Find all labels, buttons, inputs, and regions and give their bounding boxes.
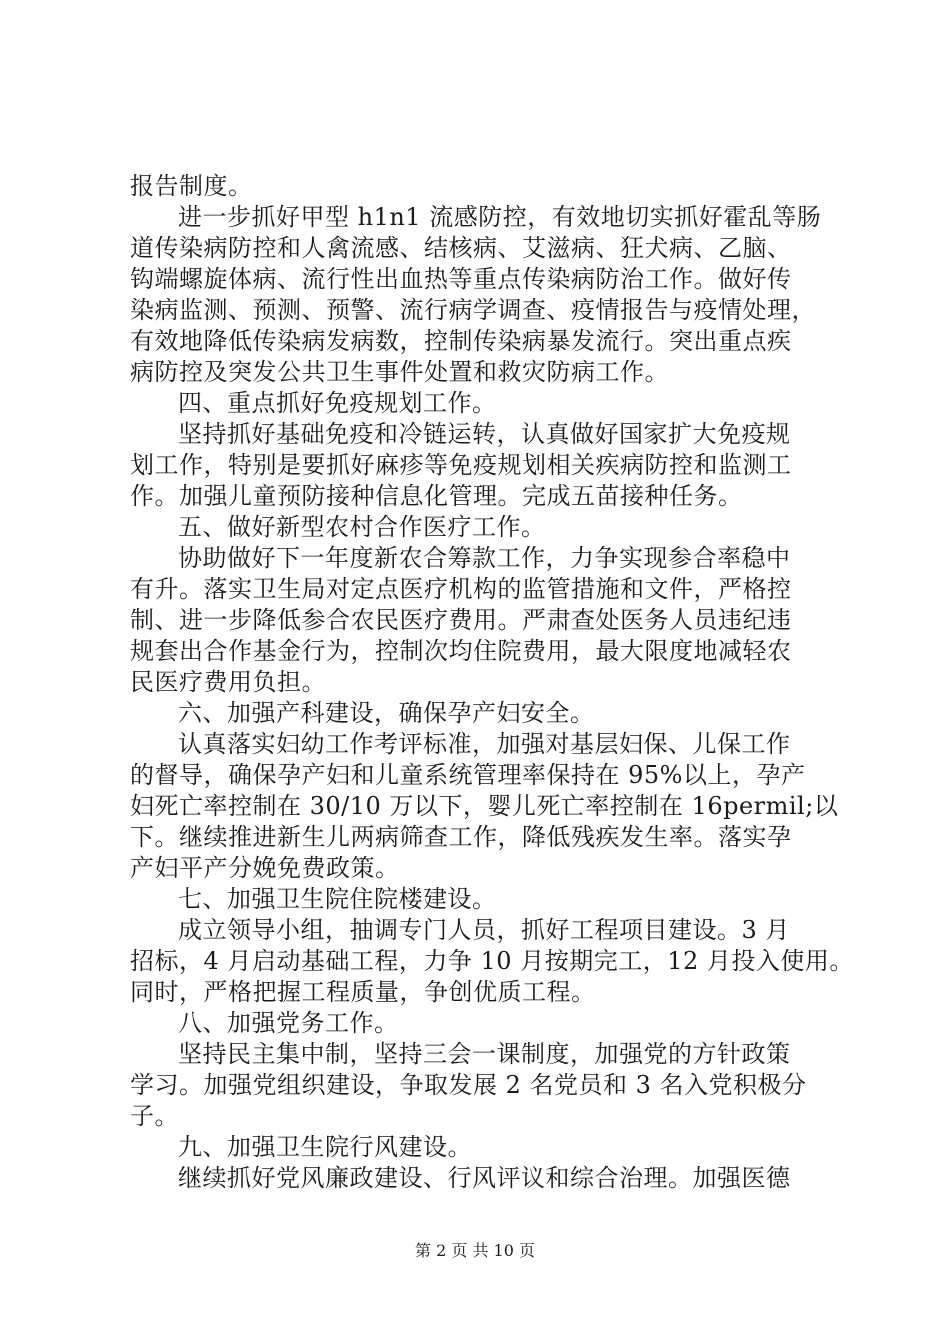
text-line: 学习。加强党组织建设，争取发展 2 名党员和 3 名入党积极分: [130, 1071, 807, 1099]
text-line: 进一步抓好甲型 h1n1 流感防控，有效地切实抓好霍乱等肠: [178, 203, 822, 231]
text-line: 报告制度。: [130, 172, 253, 200]
text-line: 坚持抓好基础免疫和冷链运转，认真做好国家扩大免疫规: [178, 420, 791, 448]
text-line: 道传染病防控和人禽流感、结核病、艾滋病、狂犬病、乙脑、: [130, 234, 792, 262]
text-line: 制、进一步降低参合农民医疗费用。严肃查处医务人员违纪违: [130, 606, 792, 634]
text-line: 八、加强党务工作。: [178, 1009, 399, 1037]
text-line: 六、加强产科建设，确保孕产妇安全。: [178, 699, 595, 727]
text-line: 子。: [130, 1102, 179, 1130]
text-line: 五、做好新型农村合作医疗工作。: [178, 513, 546, 541]
text-line: 成立领导小组，抽调专门人员，抓好工程项目建设。3 月: [178, 916, 790, 944]
text-line: 作。加强儿童预防接种信息化管理。完成五苗接种任务。: [130, 482, 743, 510]
text-line: 协助做好下一年度新农合筹款工作，力争实现参合率稳中: [178, 544, 791, 572]
text-line: 妇死亡率控制在 30/10 万以下，婴儿死亡率控制在 16permil;以: [130, 792, 839, 820]
text-line: 认真落实妇幼工作考评标准，加强对基层妇保、儿保工作: [178, 730, 791, 758]
text-line: 九、加强卫生院行风建设。: [178, 1133, 472, 1161]
text-line: 规套出合作基金行为，控制次均住院费用，最大限度地减轻农: [130, 637, 792, 665]
text-line: 的督导，确保孕产妇和儿童系统管理率保持在 95%以上，孕产: [130, 761, 806, 789]
text-line: 四、重点抓好免疫规划工作。: [178, 389, 497, 417]
text-line: 有升。落实卫生局对定点医疗机构的监管措施和文件，严格控: [130, 575, 792, 603]
text-line: 下。继续推进新生儿两病筛查工作，降低残疾发生率。落实孕: [130, 823, 792, 851]
text-line: 有效地降低传染病发病数，控制传染病暴发流行。突出重点疾: [130, 327, 792, 355]
text-line: 继续抓好党风廉政建设、行风评议和综合治理。加强医德: [178, 1164, 791, 1192]
text-line: 同时，严格把握工程质量，争创优质工程。: [130, 978, 596, 1006]
text-line: 钩端螺旋体病、流行性出血热等重点传染病防治工作。做好传: [130, 265, 792, 293]
text-line: 坚持民主集中制，坚持三会一课制度，加强党的方针政策: [178, 1040, 791, 1068]
text-line: 划工作，特别是要抓好麻疹等免疫规划相关疾病防控和监测工: [130, 451, 792, 479]
text-line: 染病监测、预测、预警、流行病学调查、疫情报告与疫情处理，: [130, 296, 816, 324]
page-footer: 第 2 页 共 10 页: [415, 1241, 535, 1260]
text-line: 民医疗费用负担。: [130, 668, 326, 696]
text-line: 病防控及突发公共卫生事件处置和救灾防病工作。: [130, 358, 669, 386]
text-line: 招标，4 月启动基础工程，力争 10 月按期完工，12 月投入使用。: [130, 947, 854, 975]
text-line: 产妇平产分娩免费政策。: [130, 854, 400, 882]
text-line: 七、加强卫生院住院楼建设。: [178, 885, 497, 913]
